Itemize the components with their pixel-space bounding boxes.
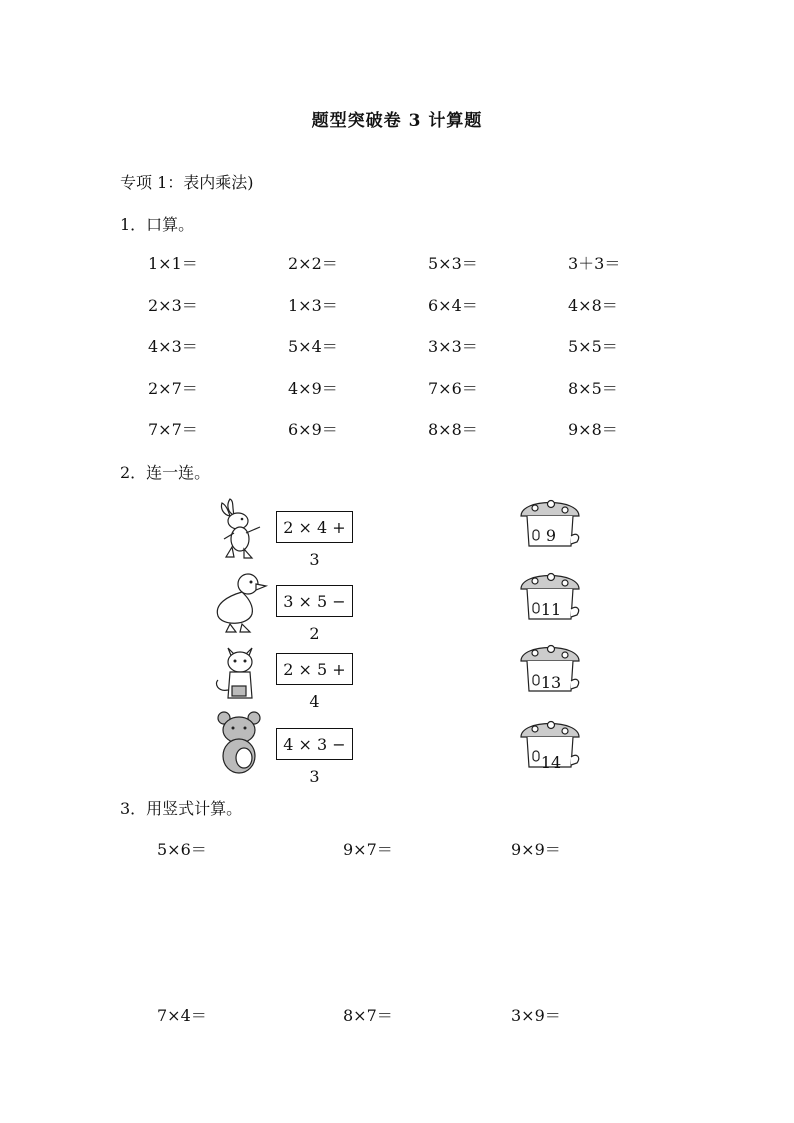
calc-row	[148, 337, 708, 379]
section-heading: 专项 1：表内乘法)	[120, 173, 254, 192]
expression-box: 3 × 5 − 2	[276, 585, 353, 617]
expression-box: 2 × 5 + 4	[276, 653, 353, 685]
rabbit-icon	[208, 495, 270, 561]
calc-row	[148, 254, 708, 296]
calc-item: 3×3＝	[428, 337, 478, 356]
question-1-label: 1．口算。	[120, 215, 195, 234]
mushroom-number: 11	[540, 600, 562, 619]
expression-box: 4 × 3 − 3	[276, 728, 353, 760]
expression-box: 2 × 4 + 3	[276, 511, 353, 543]
bear-icon	[208, 710, 270, 776]
calc-item: 8×8＝	[428, 420, 478, 439]
calc-item: 5×5＝	[568, 337, 618, 356]
calc-item: 1×1＝	[148, 254, 198, 273]
calc-row	[148, 420, 708, 462]
calc-item: 1×3＝	[288, 295, 338, 315]
mushroom-number: 14	[540, 753, 562, 772]
mushroom-number: 9	[545, 526, 557, 545]
vertical-calc-item: 9×9＝	[511, 840, 561, 859]
calc-item: 4×3＝	[148, 337, 198, 356]
duck-icon	[208, 568, 270, 634]
calc-item: 8×5＝	[568, 378, 618, 398]
calc-item: 2×3＝	[148, 295, 198, 315]
mental-math-grid	[148, 254, 708, 462]
vertical-calc-item: 8×7＝	[343, 1006, 393, 1025]
page-title: 题型突破卷 3 计算题	[311, 111, 483, 131]
mushroom-number: 13	[540, 673, 562, 692]
calc-item: 7×6＝	[428, 378, 478, 398]
vertical-calc-item: 3×9＝	[511, 1006, 561, 1025]
calc-item: 9×8＝	[568, 420, 618, 439]
calc-row	[148, 296, 708, 338]
vertical-calc-item: 7×4＝	[157, 1006, 207, 1025]
question-2-label: 2．连一连。	[120, 463, 211, 482]
question-3-label: 3．用竖式计算。	[120, 799, 243, 818]
calc-item: 4×8＝	[568, 295, 618, 315]
vertical-calc-item: 9×7＝	[343, 840, 393, 859]
cat-icon	[208, 640, 270, 706]
calc-item: 6×9＝	[288, 420, 338, 439]
calc-item: 5×3＝	[428, 254, 478, 273]
calc-item: 3＋3＝	[568, 254, 621, 273]
calc-item: 2×2＝	[288, 254, 338, 273]
calc-item: 7×7＝	[148, 420, 198, 439]
calc-item: 5×4＝	[288, 337, 338, 356]
calc-item: 6×4＝	[428, 295, 478, 315]
calc-item: 4×9＝	[288, 378, 338, 398]
vertical-calc-item: 5×6＝	[157, 840, 207, 859]
calc-item: 2×7＝	[148, 378, 198, 398]
calc-row	[148, 379, 708, 421]
